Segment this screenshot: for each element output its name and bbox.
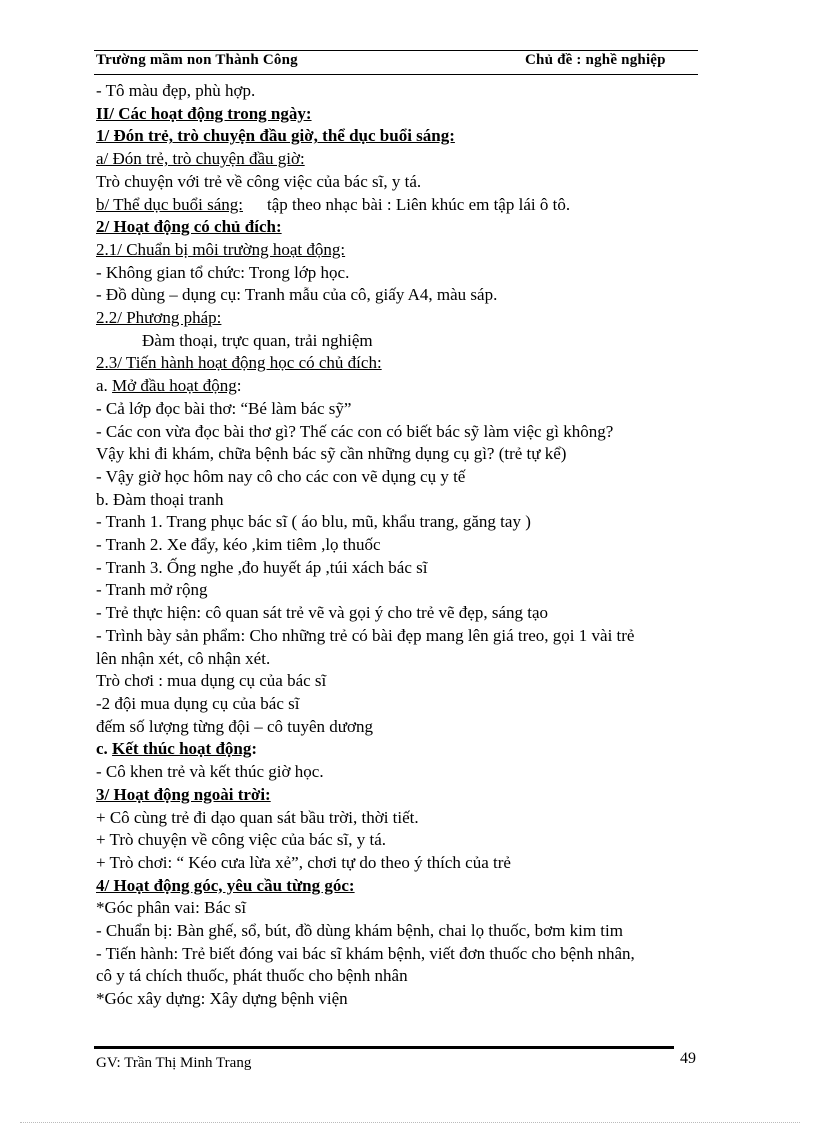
text-line: - Trẻ thực hiện: cô quan sát trẻ vẽ và gọi ý cho trẻ vẽ đẹp, sáng tạo	[96, 603, 549, 623]
text-line: cô y tá chích thuốc, phát thuốc cho bệnh nhân	[96, 966, 408, 986]
text-line: tập theo nhạc bài : Liên khúc em tập lái ô tô.	[267, 194, 571, 214]
teacher-name: GV: Trần Thị Minh Trang	[96, 1055, 252, 1071]
subsection-heading: Kết thúc hoạt động	[112, 739, 252, 759]
text-line: Trò chuyện với trẻ về công việc của bác sĩ, y tá.	[96, 171, 422, 191]
subsection-heading: Mở đầu hoạt động	[112, 376, 237, 396]
text-line: - Cô khen trẻ và kết thúc giờ học.	[96, 762, 324, 782]
text-line: - Cả lớp đọc bài thơ: “Bé làm bác sỹ”	[96, 398, 352, 418]
subsection-heading: 2.3/ Tiến hành hoạt động học có chủ đích:	[96, 353, 382, 373]
header-rule-top	[94, 50, 698, 51]
topic-title: Chủ đề : nghề nghiệp	[525, 52, 666, 68]
school-name: Trường mầm non Thành Công	[96, 52, 298, 68]
subsection-heading: b/ Thể dục buổi sáng:	[96, 194, 243, 214]
punctuation: :	[236, 376, 242, 396]
text-line: b. Đàm thoại tranh	[96, 489, 224, 509]
text-line: - Tranh 3. Ống nghe ,đo huyết áp ,túi xách bác sĩ	[96, 557, 428, 577]
text-line: - Tranh mở rộng	[96, 580, 208, 600]
subsection-heading: 2.1/ Chuẩn bị môi trường hoạt động:	[96, 239, 346, 259]
text-line: Trò chơi : mua dụng cụ của bác sĩ	[96, 671, 327, 691]
footer-rule	[94, 1046, 674, 1049]
subsection-heading: a/ Đón trẻ, trò chuyện đầu giờ:	[96, 149, 305, 169]
section-heading: 1/ Đón trẻ, trò chuyện đầu giờ, thể dục buổi sáng:	[96, 126, 455, 146]
header-rule-bottom	[94, 74, 698, 75]
list-marker: a.	[96, 376, 108, 396]
text-line: *Góc phân vai: Bác sĩ	[96, 898, 247, 918]
page-number: 49	[680, 1050, 696, 1067]
document-body	[96, 80, 696, 1011]
list-marker: c.	[96, 739, 108, 759]
text-line: - Trình bày sản phẩm: Cho những trẻ có bài đẹp mang lên giá treo, gọi 1 vài trẻ	[96, 625, 635, 645]
text-line: - Chuẩn bị: Bàn ghế, sổ, bút, đồ dùng khám bệnh, chai lọ thuốc, bơm kim tim	[96, 921, 623, 941]
punctuation: :	[251, 739, 258, 759]
text-line: -2 đội mua dụng cụ của bác sĩ	[96, 693, 300, 713]
section-heading: 4/ Hoạt động góc, yêu cầu từng góc:	[96, 875, 355, 895]
text-line: + Trò chuyện về công việc của bác sĩ, y tá.	[96, 830, 387, 850]
text-line: Vậy khi đi khám, chữa bệnh bác sỹ cần những dụng cụ gì? (trẻ tự kể)	[96, 444, 567, 464]
text-line: Đàm thoại, trực quan, trải nghiệm	[142, 330, 373, 350]
section-heading: II/ Các hoạt động trong ngày:	[96, 103, 312, 123]
section-heading: 3/ Hoạt động ngoài trời:	[96, 784, 271, 804]
text-line: + Trò chơi: “ Kéo cưa lừa xẻ”, chơi tự do theo ý thích của trẻ	[96, 852, 511, 872]
section-heading: 2/ Hoạt động có chủ đích:	[96, 217, 282, 237]
text-line: - Tiến hành: Trẻ biết đóng vai bác sĩ khám bệnh, viết đơn thuốc cho bệnh nhân,	[96, 943, 635, 963]
text-line: - Đồ dùng – dụng cụ: Tranh mẫu của cô, giấy A4, màu sáp.	[96, 285, 498, 305]
text-line: - Tô màu đẹp, phù hợp.	[96, 81, 256, 100]
text-line: lên nhận xét, cô nhận xét.	[96, 648, 271, 668]
subsection-heading: 2.2/ Phương pháp:	[96, 308, 222, 328]
text-line: - Tranh 1. Trang phục bác sĩ ( áo blu, mũ, khẩu trang, găng tay )	[96, 512, 531, 532]
text-line: đếm số lượng từng đội – cô tuyên dương	[96, 716, 373, 736]
text-line: - Tranh 2. Xe đẩy, kéo ,kim tiêm ,lọ thuốc	[96, 535, 381, 555]
text-line: - Các con vừa đọc bài thơ gì? Thế các con có biết bác sỹ làm việc gì không?	[96, 421, 614, 441]
text-line: + Cô cùng trẻ đi dạo quan sát bầu trời, thời tiết.	[96, 807, 419, 827]
text-line: - Không gian tổ chức: Trong lớp học.	[96, 262, 350, 282]
text-line: - Vậy giờ học hôm nay cô cho các con vẽ dụng cụ y tế	[96, 466, 466, 486]
text-line: *Góc xây dựng: Xây dựng bệnh viện	[96, 989, 348, 1009]
